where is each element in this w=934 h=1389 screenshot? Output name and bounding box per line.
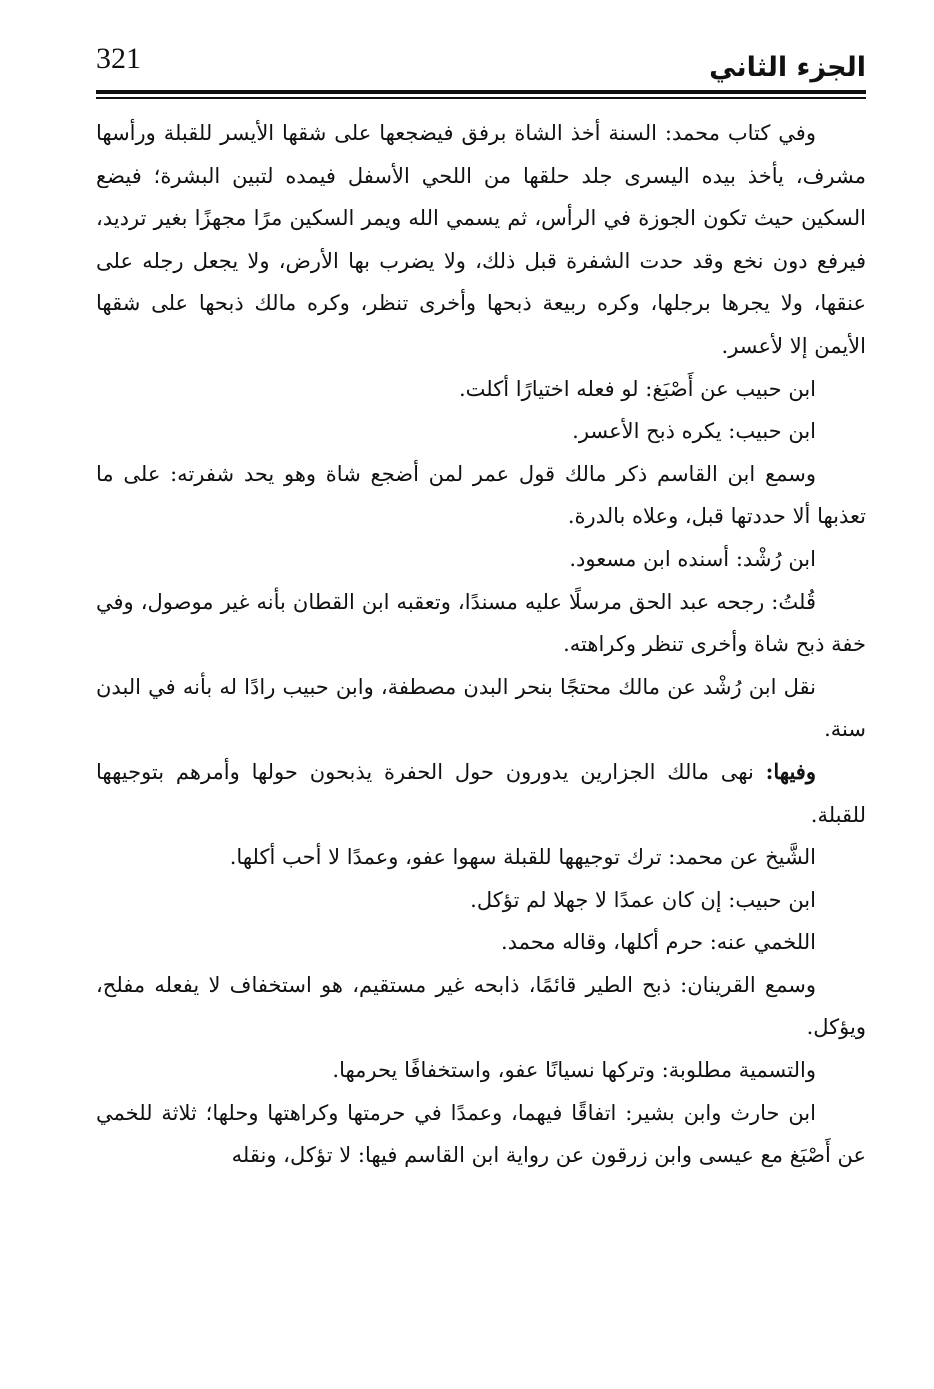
paragraph: والتسمية مطلوبة: وتركها نسيانًا عفو، واستخفافًا يحرمها. bbox=[332, 1058, 816, 1083]
paragraph: ابن حبيب: يكره ذبح الأعسر. bbox=[572, 419, 816, 444]
paragraph: ابن حبيب: إن كان عمدًا لا جهلا لم تؤكل. bbox=[470, 887, 816, 912]
paragraph: ابن رُشْد: أسنده ابن مسعود. bbox=[569, 546, 816, 571]
body-text bbox=[96, 112, 866, 1177]
paragraph: الشَّيخ عن محمد: ترك توجيهها للقبلة سهوا عفو، وعمدًا لا أحب أكلها. bbox=[229, 845, 816, 870]
running-head: الجزء الثاني bbox=[709, 52, 866, 83]
paragraph: نقل ابن رُشْد عن مالك محتجًا بنحر البدن مصطفة، وابن حبيب رادًا له بأنه في البدن سنة. bbox=[96, 674, 866, 742]
header-rule-thin bbox=[96, 97, 866, 99]
paragraph-body: نهى مالك الجزارين يدورون حول الحفرة يذبحون حولها وأمرهم بتوجيهها للقبلة. bbox=[96, 759, 866, 827]
paragraph: وفي كتاب محمد: السنة أخذ الشاة برفق فيضجعها على شقها الأيسر للقبلة ورأسها مشرف، يأخذ بيده اليسرى جلد حلقها من اللحي الأسفل فيمده لتبين البشرة؛ فيضع السكين حيث تكون الجوزة في الرأس، ثم يسمي الله ويمر السكين مرًا مجهزًا بغير ترديد، فيرفع دون نخع وقد حدت الشفرة قبل ذلك، ولا يضرب بها الأرض، ولا يجعل رجله على عنقها، ولا يجرها برجلها، وكره ربيعة ذبحها وأخرى تنظر، وكره مالك ذبحها على شقها الأيمن إلا لأعسر. bbox=[96, 121, 866, 358]
paragraph: ابن حبيب عن أَصْبَغ: لو فعله اختيارًا أكلت. bbox=[458, 376, 816, 401]
paragraph: وسمع ابن القاسم ذكر مالك قول عمر لمن أضجع شاة وهو يحد شفرته: على ما تعذبها ألا حددتها قبل، وعلاه بالدرة. bbox=[96, 461, 866, 529]
page-header bbox=[96, 36, 866, 94]
paragraph: وسمع القرينان: ذبح الطير قائمًا، ذابحه غير مستقيم، هو استخفاف لا يفعله مفلح، ويؤكل. bbox=[96, 972, 866, 1040]
paragraph bbox=[96, 751, 866, 836]
header-rule-thick bbox=[96, 90, 866, 94]
paragraph: قُلتُ: رجحه عبد الحق مرسلًا عليه مسندًا، وتعقبه ابن القطان بأنه غير موصول، وفي خفة ذبح شاة وأخرى تنظر وكراهته. bbox=[96, 589, 866, 657]
paragraph: اللخمي عنه: حرم أكلها، وقاله محمد. bbox=[500, 930, 816, 955]
page-number: 321 bbox=[96, 42, 141, 75]
paragraph-lead: وفيها: bbox=[765, 758, 816, 784]
paragraph: ابن حارث وابن بشير: اتفاقًا فيهما، وعمدًا في حرمتها وكراهتها وحلها؛ ثلاثة للخمي عن أَصْبَغ مع عيسى وابن زرقون عن رواية ابن القاسم فيها: لا تؤكل، ونقله bbox=[96, 1100, 866, 1168]
